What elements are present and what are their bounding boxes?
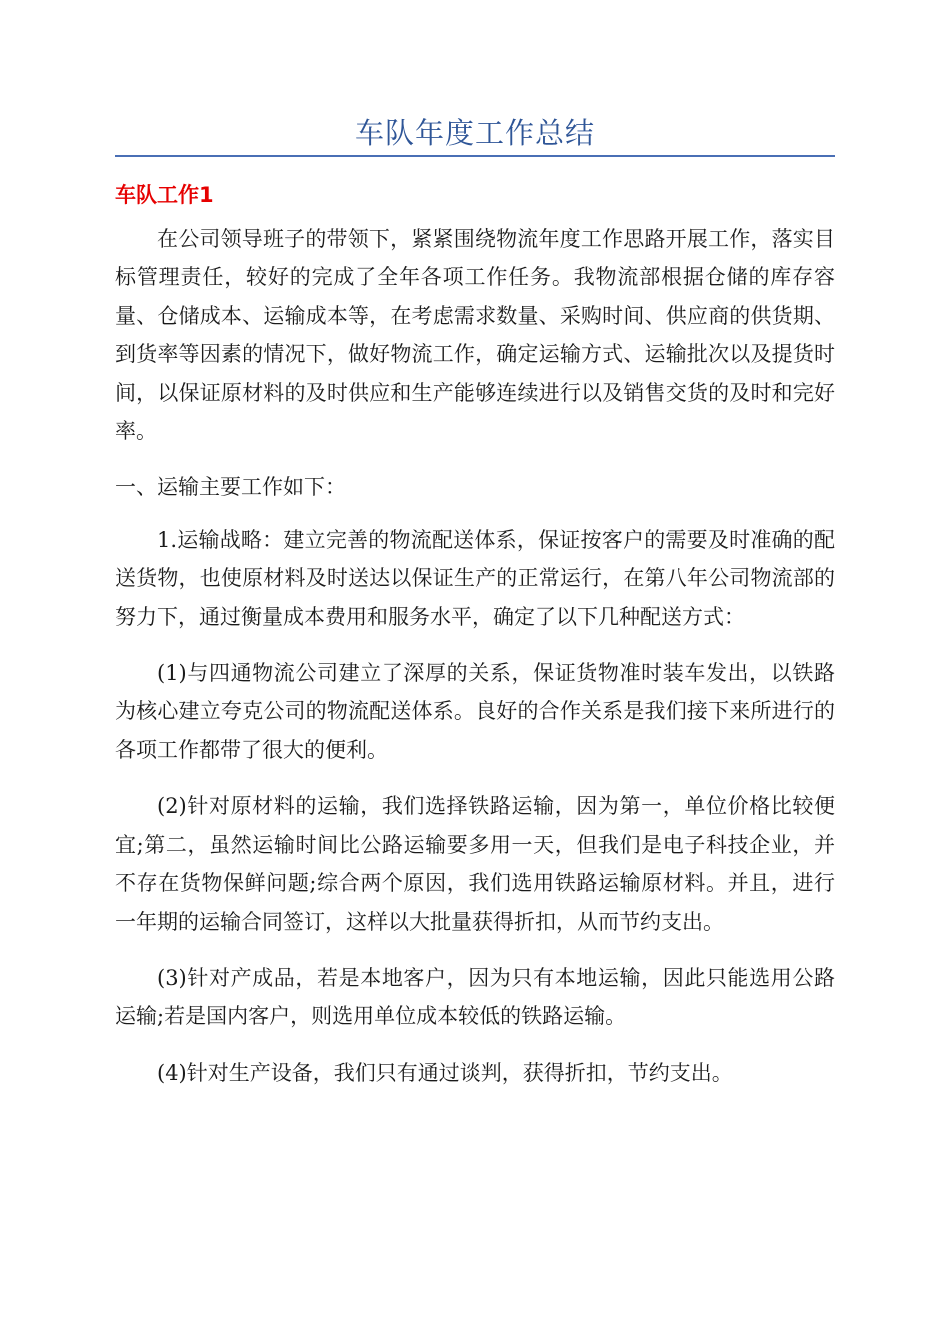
paragraph-item-3: (3)针对产成品，若是本地客户，因为只有本地运输，因此只能选用公路运输;若是国内客户，则选用单位成本较低的铁路运输。 <box>115 965 835 1029</box>
paragraph-item-1: (1)与四通物流公司建立了深厚的关系，保证货物准时装车发出，以铁路为核心建立夸克公司的物流配送体系。良好的合作关系是我们接下来所进行的各项工作都带了很大的便利。 <box>115 661 835 762</box>
paragraph-item-2: (2)针对原材料的运输，我们选择铁路运输，因为第一，单位价格比较便宜;第二，虽然运输时间比公路运输要多用一天，但我们是电子科技企业，并不存在货物保鲜问题;综合两个原因，我们选用铁路运输原材料。并且，进行一年期的运输合同签订，这样以大批量获得折扣，从而节约支出。 <box>115 794 835 934</box>
title-divider <box>115 155 835 157</box>
paragraph-item-4: (4)针对生产设备，我们只有通过谈判，获得折扣，节约支出。 <box>157 1060 733 1085</box>
paragraph-strategy: 1.运输战略：建立完善的物流配送体系，保证按客户的需要及时准确的配送货物，也使原材料及时送达以保证生产的正常运行，在第八年公司物流部的努力下，通过衡量成本费用和服务水平，确定了以下几种配送方式： <box>115 527 835 629</box>
section-heading: 车队工作1 <box>115 183 214 207</box>
document-title: 车队年度工作总结 <box>354 116 595 150</box>
paragraph-subheading: 一、运输主要工作如下： <box>115 475 346 500</box>
paragraph-intro: 在公司领导班子的带领下，紧紧围绕物流年度工作思路开展工作，落实目标管理责任，较好的完成了全年各项工作任务。我物流部根据仓储的库存容量、仓储成本、运输成本等，在考虑需求数量、采购时间、供应商的供货期、到货率等因素的情况下，做好物流工作，确定运输方式、运输批次以及提货时间，以保证原材料的及时供应和生产能够连续进行以及销售交货的及时和完好率。 <box>115 227 835 444</box>
document-body <box>115 220 835 1110</box>
